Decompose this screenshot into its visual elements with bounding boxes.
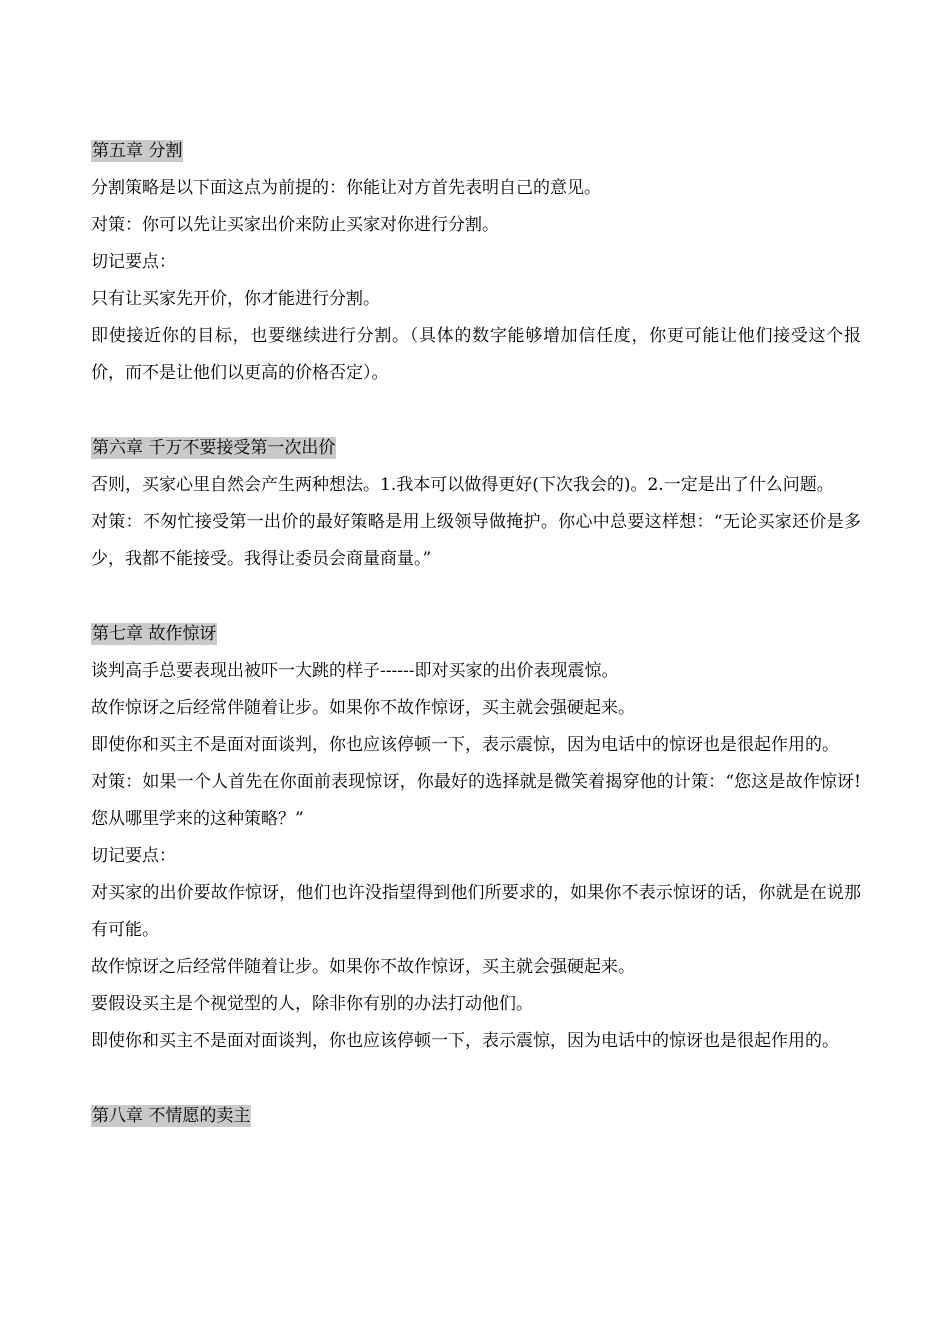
paragraph: 谈判高手总要表现出被吓一大跳的样子------即对买家的出价表现震惊。 bbox=[91, 661, 619, 681]
chapter-heading: 第八章 不情愿的卖主 bbox=[92, 1106, 251, 1126]
section-chapter-7 bbox=[91, 616, 861, 1060]
paragraph: 即使你和买主不是面对面谈判，你也应该停顿一下，表示震惊，因为电话中的惊讶也是很起作用的。 bbox=[91, 1031, 839, 1051]
section-chapter-5 bbox=[91, 133, 861, 392]
paragraph: 对策：你可以先让买家出价来防止买家对你进行分割。 bbox=[91, 215, 499, 235]
paragraph: 要假设买主是个视觉型的人，除非你有别的办法打动他们。 bbox=[91, 994, 533, 1014]
document-page bbox=[91, 133, 861, 1173]
paragraph: 即使接近你的目标，也要继续进行分割。（具体的数字能够增加信任度，你更可能让他们接受这个报价，而不是让他们以更高的价格否定）。 bbox=[91, 326, 861, 383]
paragraph: 对策：如果一个人首先在你面前表现惊讶，你最好的选择就是微笑着揭穿他的计策：“您这是故作惊讶!您从哪里学来的这种策略？” bbox=[91, 772, 861, 829]
paragraph: 对策：不匆忙接受第一出价的最好策略是用上级领导做掩护。你心中总要这样想：“无论买家还价是多少，我都不能接受。我得让委员会商量商量。” bbox=[91, 512, 861, 569]
paragraph: 故作惊讶之后经常伴随着让步。如果你不故作惊讶，买主就会强硬起来。 bbox=[91, 698, 635, 718]
paragraph: 即使你和买主不是面对面谈判，你也应该停顿一下，表示震惊，因为电话中的惊讶也是很起作用的。 bbox=[91, 735, 839, 755]
paragraph: 对买家的出价要故作惊讶，他们也许没指望得到他们所要求的，如果你不表示惊讶的话，你就是在说那有可能。 bbox=[91, 883, 861, 940]
paragraph: 否则，买家心里自然会产生两种想法。1.我本可以做得更好(下次我会的)。2.一定是出了什么问题。 bbox=[91, 475, 834, 495]
paragraph: 切记要点： bbox=[91, 252, 176, 272]
chapter-heading: 第七章 故作惊讶 bbox=[92, 624, 217, 644]
paragraph: 切记要点： bbox=[91, 846, 176, 866]
paragraph: 只有让买家先开价，你才能进行分割。 bbox=[91, 289, 380, 309]
paragraph: 故作惊讶之后经常伴随着让步。如果你不故作惊讶，买主就会强硬起来。 bbox=[91, 957, 635, 977]
section-chapter-8 bbox=[91, 1098, 861, 1135]
chapter-heading: 第五章 分割 bbox=[92, 141, 183, 161]
section-chapter-6 bbox=[91, 430, 861, 578]
chapter-heading: 第六章 千万不要接受第一次出价 bbox=[92, 438, 336, 458]
paragraph: 分割策略是以下面这点为前提的：你能让对方首先表明自己的意见。 bbox=[91, 178, 601, 198]
